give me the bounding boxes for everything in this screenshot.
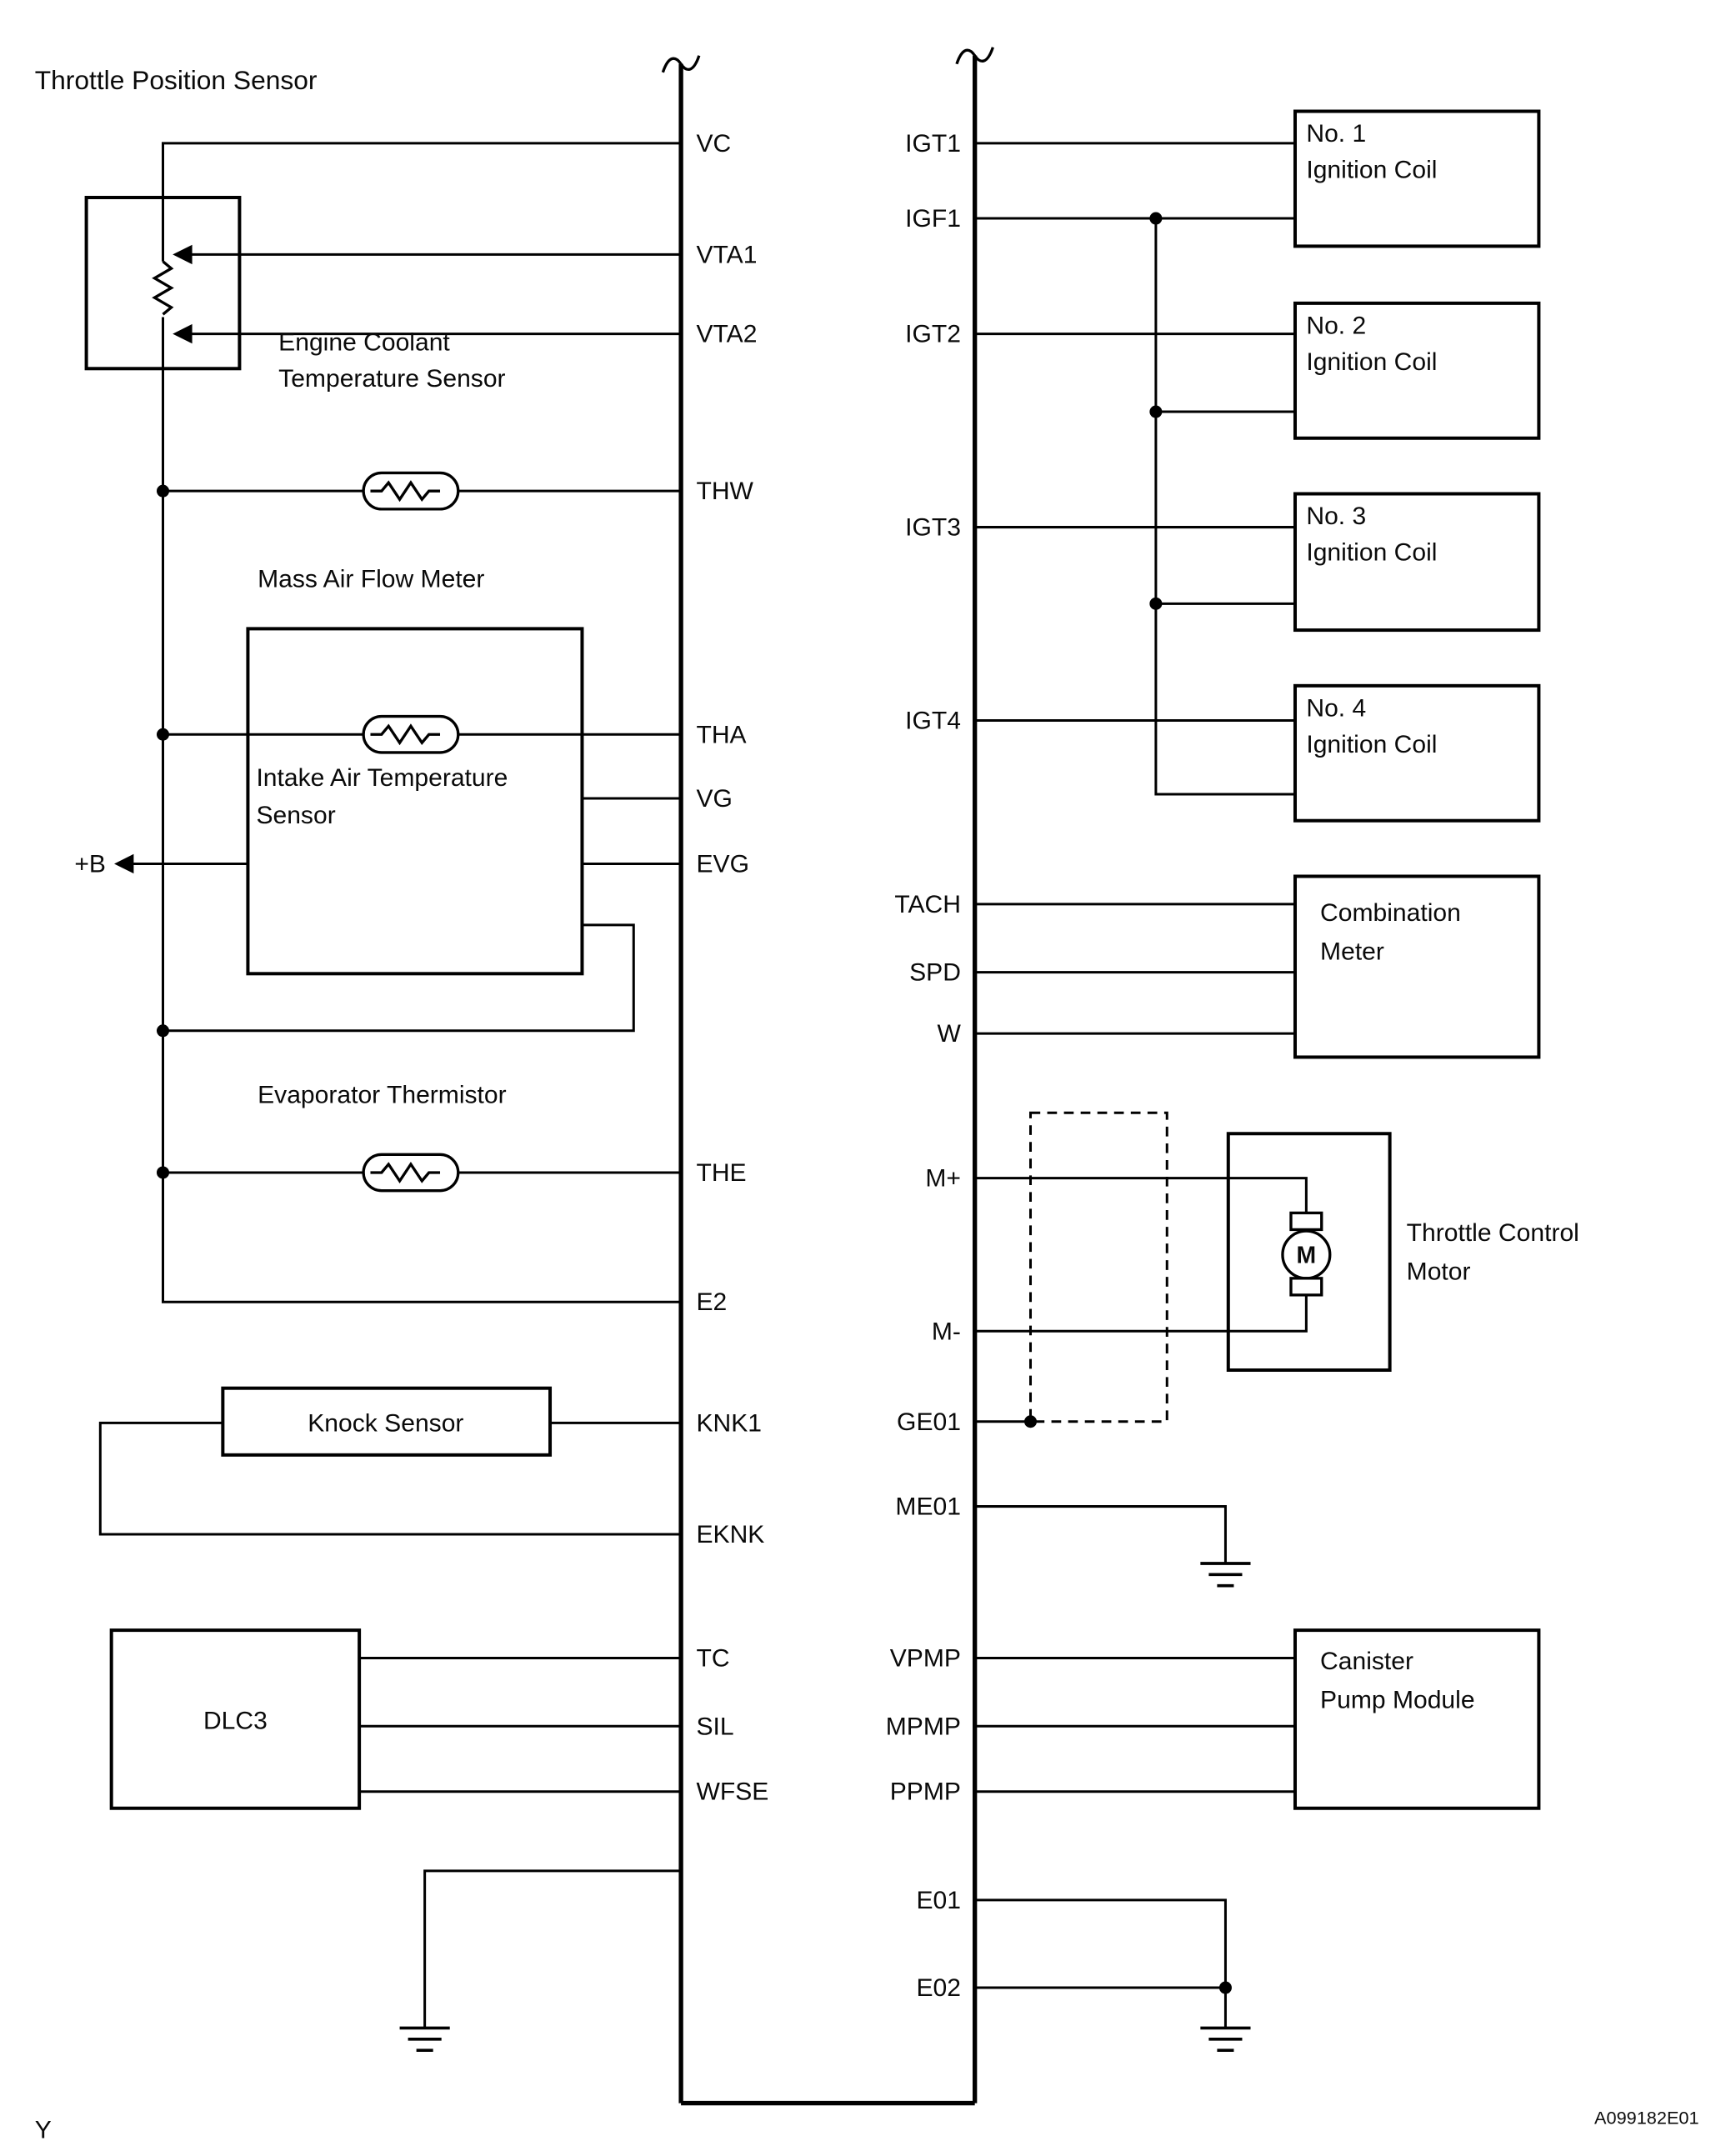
footer-left: Y — [34, 2116, 52, 2144]
pin-e2: E2 — [696, 1288, 728, 1317]
pin-igt3: IGT3 — [905, 513, 961, 542]
throttle-control-motor-line1: Throttle Control — [1406, 1218, 1579, 1247]
wire-me01 — [975, 1507, 1226, 1563]
knock-sensor — [100, 1388, 681, 1534]
plus-b-arrow-icon — [114, 854, 133, 873]
plus-b-label: +B — [74, 850, 106, 878]
ignition-coil-4-line2: Ignition Coil — [1306, 730, 1438, 758]
ignition-coil-4-line1: No. 4 — [1306, 694, 1367, 723]
pin-m-minus: M- — [931, 1318, 961, 1346]
ignition-coil-3-line1: No. 3 — [1306, 503, 1367, 531]
pin-igf1: IGF1 — [905, 205, 961, 233]
wiper-arrow-icon — [173, 245, 192, 264]
ect-label-line2: Temperature Sensor — [278, 365, 506, 393]
wire-maf-ground — [163, 925, 634, 1031]
pin-sil: SIL — [696, 1713, 734, 1741]
pin-tc: TC — [696, 1644, 730, 1673]
pin-m-plus: M+ — [925, 1164, 961, 1193]
pin-knk1: KNK1 — [696, 1409, 763, 1438]
ecm-right-pin-labels — [886, 130, 962, 2002]
dlc3 — [112, 1630, 681, 1808]
ground-icon — [400, 2028, 450, 2050]
pin-thw: THW — [696, 478, 753, 506]
wire-m-minus — [975, 1295, 1307, 1331]
pin-e02: E02 — [916, 1974, 961, 2003]
throttle-control-motor-line2: Motor — [1406, 1258, 1471, 1286]
junction-dot — [1149, 598, 1162, 610]
throttle-control-motor — [975, 1113, 1579, 1428]
throttle-position-sensor — [87, 143, 681, 1302]
wire-left-ground — [425, 1871, 681, 2028]
junction-dot — [157, 1166, 169, 1178]
iat-label-line1: Intake Air Temperature — [256, 764, 508, 792]
wire-igf-common — [1156, 218, 1295, 794]
dlc3-label: DLC3 — [203, 1707, 268, 1735]
left-ground — [400, 1871, 682, 2050]
combination-meter-line2: Meter — [1320, 938, 1384, 966]
motor-symbol-label: M — [1296, 1242, 1317, 1269]
ignition-coil-1-line1: No. 1 — [1306, 120, 1367, 148]
ignition-coils — [975, 112, 1539, 821]
wire-eknk — [100, 1423, 681, 1534]
resistor-icon — [154, 262, 171, 314]
ignition-coil-2-line2: Ignition Coil — [1306, 348, 1438, 376]
pin-igt1: IGT1 — [905, 129, 961, 158]
canister-pump-module — [975, 1630, 1539, 1808]
combination-meter-line1: Combination — [1320, 898, 1461, 927]
junction-dot — [157, 485, 169, 498]
diagram-title: Throttle Position Sensor — [34, 64, 318, 95]
engine-coolant-temp-sensor — [157, 329, 681, 509]
pin-vg: VG — [696, 785, 733, 813]
pin-eknk: EKNK — [696, 1520, 765, 1548]
me01-ground — [975, 1507, 1251, 1586]
ect-label-line1: Engine Coolant — [278, 328, 450, 357]
ignition-coil-3-line2: Ignition Coil — [1306, 538, 1438, 567]
mass-air-flow-meter — [74, 565, 681, 1037]
pin-the: THE — [696, 1159, 747, 1188]
pin-vpmp: VPMP — [889, 1644, 961, 1673]
combination-meter — [975, 876, 1539, 1057]
pin-evg: EVG — [696, 850, 749, 878]
pin-e01: E01 — [916, 1886, 961, 1914]
pin-igt2: IGT2 — [905, 320, 961, 348]
wire-e01 — [975, 1900, 1226, 2028]
pin-tha: THA — [696, 721, 747, 749]
document-id: A099182E01 — [1594, 2107, 1699, 2128]
e01-e02-ground — [975, 1900, 1251, 2050]
pin-wfse: WFSE — [696, 1778, 769, 1806]
evap-label: Evaporator Thermistor — [258, 1081, 507, 1109]
pin-mpmp: MPMP — [885, 1713, 961, 1741]
ground-icon — [1200, 2028, 1250, 2050]
pin-vta1: VTA1 — [696, 241, 758, 269]
wire-m-plus — [975, 1178, 1307, 1213]
pin-me01: ME01 — [895, 1493, 961, 1521]
pin-ge01: GE01 — [897, 1408, 961, 1436]
thermistor-zigzag-icon — [370, 726, 440, 743]
iat-label-line2: Sensor — [256, 802, 336, 830]
junction-dot — [157, 1024, 169, 1037]
pin-vc: VC — [696, 129, 732, 158]
maf-label: Mass Air Flow Meter — [258, 565, 485, 593]
junction-dot — [1149, 406, 1162, 418]
canister-line1: Canister — [1320, 1647, 1414, 1675]
ignition-coil-1-line2: Ignition Coil — [1306, 156, 1438, 184]
pin-igt4: IGT4 — [905, 707, 961, 735]
wiper-arrow-icon — [173, 324, 192, 343]
knock-sensor-label: Knock Sensor — [308, 1409, 464, 1438]
motor-brush-top-icon — [1291, 1213, 1322, 1229]
ground-icon — [1200, 1563, 1250, 1586]
evaporator-thermistor — [157, 1082, 681, 1191]
throttle-body-dashed-box — [1031, 1113, 1168, 1422]
junction-dot — [1149, 213, 1162, 225]
junction-dot — [1024, 1415, 1037, 1428]
junction-dot — [157, 728, 169, 741]
ignition-coil-2-line1: No. 2 — [1306, 312, 1367, 340]
pin-tach: TACH — [894, 890, 961, 918]
junction-dot — [1219, 1982, 1232, 1994]
thermistor-zigzag-icon — [370, 483, 440, 499]
canister-line2: Pump Module — [1320, 1686, 1475, 1714]
motor-brush-bottom-icon — [1291, 1278, 1322, 1295]
pin-ppmp: PPMP — [889, 1778, 961, 1806]
pin-w: W — [937, 1020, 961, 1048]
pin-vta2: VTA2 — [696, 320, 758, 348]
thermistor-zigzag-icon — [370, 1164, 440, 1181]
pin-spd: SPD — [909, 958, 961, 987]
ecm-left-pin-labels — [696, 130, 768, 1806]
